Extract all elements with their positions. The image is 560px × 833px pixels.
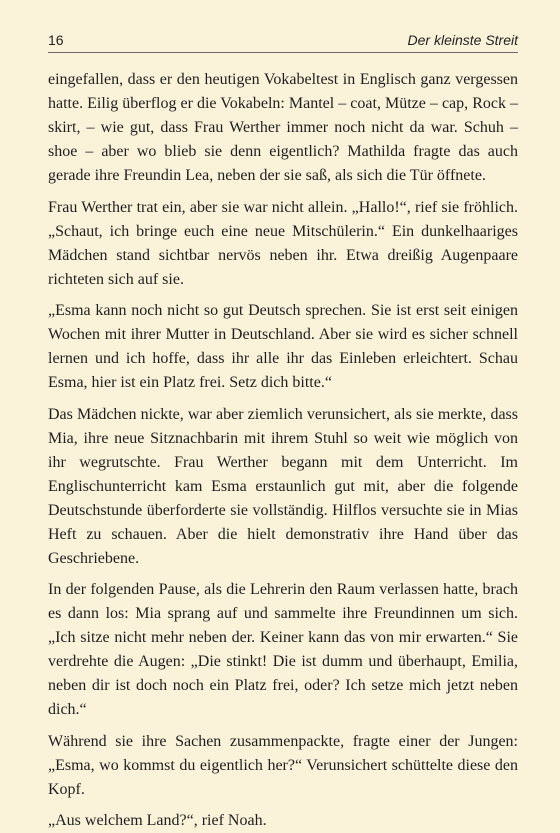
paragraph-3: „Esma kann noch nicht so gut Deutsch sprechen. Sie ist erst seit einigen Wochen mit ihrer Mutter in Deutschland. Aber sie wird es sicher schnell lernen und ich hoffe, dass ihr alle ihr das Einleben erleichtert. Schau Esma, hier ist ein Platz frei. Setz dich bitte.“ (48, 302, 518, 391)
paragraph-5: In der folgenden Pause, als die Lehrerin den Raum verlassen hatte, brach es dann los: Mia sprang auf und sammelte ihre Freundinnen um sich. „Ich sitze nicht mehr neben der. Keiner kann das von mir erwarten.“ Sie verdrehte die Augen: „Die stinkt! Die ist dumm und überhaupt, Emilia, neben dir ist doch noch ein Platz frei, oder? Ich setze mich jetzt neben dich.“ (48, 581, 518, 718)
page-header (48, 28, 518, 54)
running-title: Der kleinste Streit (407, 32, 518, 48)
header-divider (48, 52, 518, 53)
paragraph-2: Frau Werther trat ein, aber sie war nicht allein. „Hallo!“, rief sie fröhlich. „Schaut, ich bringe euch eine neue Mitschülerin.“ Ein dunkelhaariges Mädchen stand sichtbar nervös neben ihr. Etwa dreißig Augenpaare richteten sich auf sie. (48, 198, 518, 288)
paragraph-7: „Aus welchem Land?“, rief Noah. (48, 812, 267, 829)
paragraph-4: Das Mädchen nickte, war aber ziemlich verunsichert, als sie merkte, dass Mia, ihre neue Sitznachbarin mit ihrem Stuhl so weit wie möglich von ihr wegrutschte. Frau Werther begann mit dem Unterricht. Im Englischunterricht kam Esma erstaunlich gut mit, aber die folgende Deutschstunde überforderte sie vollständig. Hilflos versuchte sie in Mias Heft zu schauen. Aber die hielt demonstrativ ihre Hand über das Geschriebene. (48, 405, 518, 567)
body-text (48, 68, 518, 833)
paragraph-6: Während sie ihre Sachen zusammenpackte, fragte einer der Jungen: „Esma, wo kommst du eigentlich her?“ Verunsichert schüttelte diese den Kopf. (48, 732, 518, 798)
paragraph-1: eingefallen, dass er den heutigen Vokabeltest in Englisch ganz vergessen hatte. Eilig überflog er die Vokabeln: Mantel – coat, Mütze – cap, Rock – skirt, – wie gut, dass Frau Werther immer noch nicht da war. Schuh – shoe – aber wo blieb sie denn eigentlich? Mathilda fragte das auch gerade ihre Freundin Lea, neben der sie saß, als sich die Tür öffnete. (48, 71, 518, 184)
page-number: 16 (48, 32, 64, 48)
